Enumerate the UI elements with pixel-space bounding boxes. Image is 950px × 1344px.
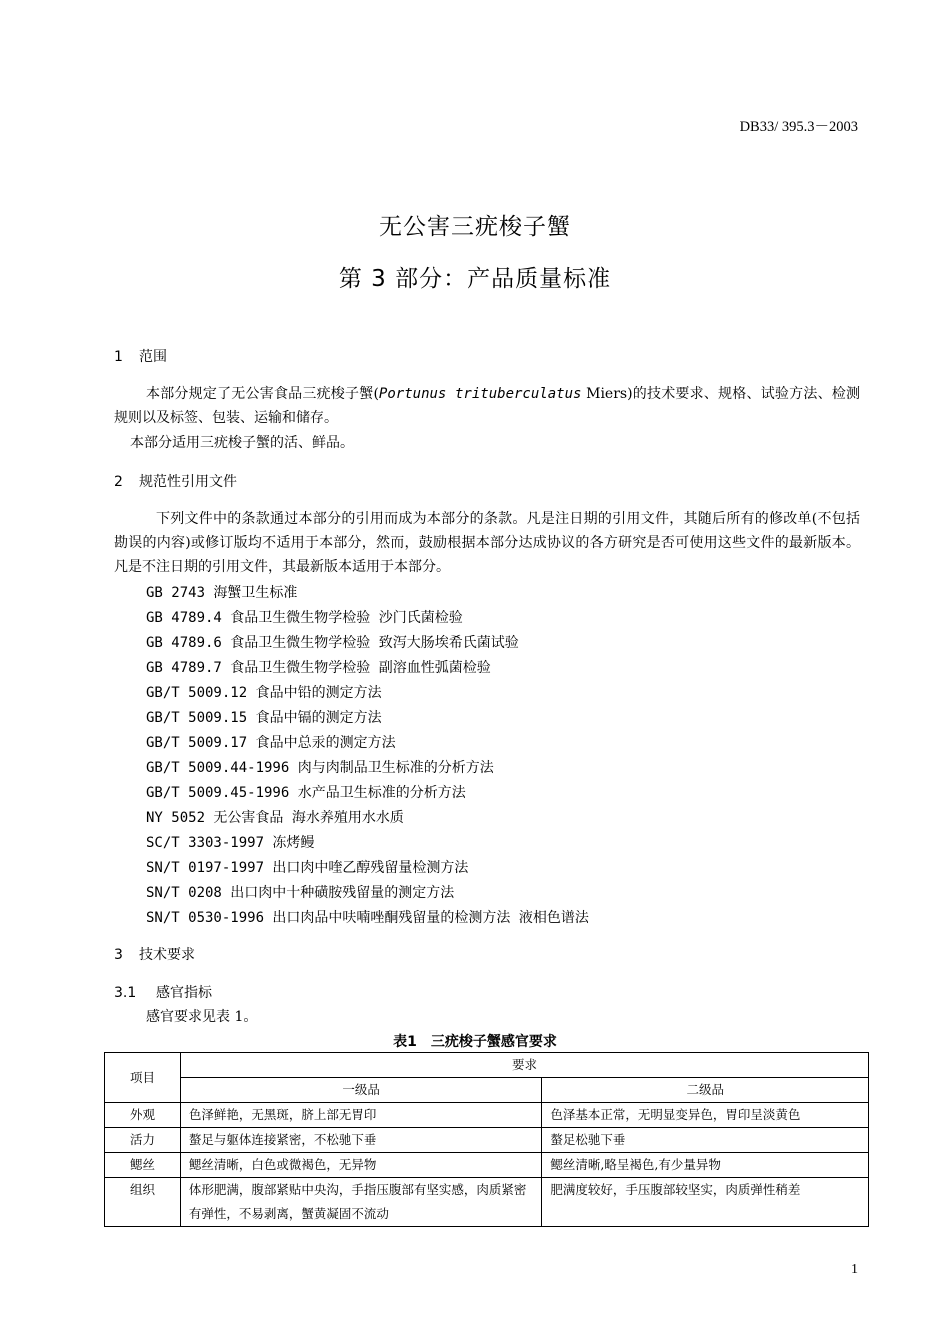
subsection-3-1-heading <box>114 982 212 1002</box>
table-subheader-row <box>105 1078 869 1103</box>
row-grade-1: 螯足与躯体连接紧密，不松驰下垂 <box>180 1128 542 1153</box>
row-grade-2: 肥满度较好，手压腹部较坚实，肉质弹性稍差 <box>542 1178 869 1227</box>
reference-item: SN/T 0530-1996 出口肉品中呋喃唑酮残留量的检测方法 液相色谱法 <box>146 910 589 926</box>
reference-item: GB 4789.6 食品卫生微生物学检验 致泻大肠埃希氏菌试验 <box>146 635 519 651</box>
section-number: 2 <box>114 474 123 490</box>
document-subtitle: 第 3 部分：产品质量标准 <box>338 266 612 292</box>
row-grade-1: 体形肥满，腹部紧贴中央沟，手指压腹部有坚实感，肉质紧密有弹性，不易剥离，蟹黄凝固不流动 <box>180 1178 542 1227</box>
document-number: DB33/ 395.3－2003 <box>739 119 858 135</box>
subsection-number: 3.1 <box>114 985 137 1001</box>
reference-item: GB/T 5009.44-1996 肉与肉制品卫生标准的分析方法 <box>146 760 494 776</box>
reference-item: SC/T 3303-1997 冻烤鳗 <box>146 835 315 851</box>
reference-item: GB/T 5009.17 食品中总汞的测定方法 <box>146 735 396 751</box>
header-grade-1: 一级品 <box>180 1078 542 1103</box>
header-item: 项目 <box>105 1053 181 1103</box>
section-2-paragraph: 下列文件中的条款通过本部分的引用而成为本部分的条款。凡是注日期的引用文件，其随后所有的修改单(不包括勘误的内容)或修订版均不适用于本部分，然而，鼓励根据本部分达成协议的各方研究是否可使用这些文件的最新版本。凡是不注日期的引用文件，其最新版本适用于本部分。 <box>114 511 860 575</box>
row-grade-2: 鳃丝清晰,略呈褐色,有少量异物 <box>542 1153 869 1178</box>
reference-item: SN/T 0208 出口肉中十种磺胺残留量的测定方法 <box>146 885 455 901</box>
reference-item: GB/T 5009.45-1996 水产品卫生标准的分析方法 <box>146 785 466 801</box>
row-item: 组织 <box>105 1178 181 1227</box>
section-title: 技术要求 <box>139 947 195 963</box>
subsection-title: 感官指标 <box>156 985 212 1001</box>
reference-item: GB 2743 海蟹卫生标准 <box>146 585 298 601</box>
sensory-requirements-table <box>104 1052 869 1227</box>
table-header-row <box>105 1053 869 1078</box>
subsection-3-1-text: 感官要求见表 1。 <box>146 1009 258 1025</box>
section-1-paragraph-1: 本部分规定了无公害食品三疣梭子蟹(Portunus trituberculatus Miers)的技术要求、规格、试验方法、检测规则以及标签、包装、运输和储存。 <box>114 386 860 426</box>
row-item: 活力 <box>105 1128 181 1153</box>
row-grade-2: 螯足松驰下垂 <box>542 1128 869 1153</box>
row-item: 鳃丝 <box>105 1153 181 1178</box>
row-grade-1: 鳃丝清晰，白色或微褐色，无异物 <box>180 1153 542 1178</box>
section-1-heading <box>114 346 167 366</box>
latin-species-name: Portunus trituberculatus <box>378 386 582 402</box>
table-row <box>105 1178 869 1227</box>
section-2-heading <box>114 471 237 491</box>
section-title: 范围 <box>139 349 167 365</box>
section-1-paragraph-2: 本部分适用三疣梭子蟹的活、鲜品。 <box>130 435 354 451</box>
header-requirements: 要求 <box>180 1053 868 1078</box>
reference-item: GB/T 5009.15 食品中镉的测定方法 <box>146 710 382 726</box>
reference-item: GB 4789.4 食品卫生微生物学检验 沙门氏菌检验 <box>146 610 463 626</box>
reference-item: SN/T 0197-1997 出口肉中喹乙醇残留量检测方法 <box>146 860 469 876</box>
section-number: 1 <box>114 349 123 365</box>
header-grade-2: 二级品 <box>542 1078 869 1103</box>
reference-item: GB 4789.7 食品卫生微生物学检验 副溶血性弧菌检验 <box>146 660 491 676</box>
reference-item: NY 5052 无公害食品 海水养殖用水水质 <box>146 810 404 826</box>
section-3-heading <box>114 944 195 964</box>
page-number: 1 <box>851 1262 858 1277</box>
table-row <box>105 1128 869 1153</box>
table-row <box>105 1103 869 1128</box>
section-number: 3 <box>114 947 123 963</box>
reference-item: GB/T 5009.12 食品中铅的测定方法 <box>146 685 382 701</box>
row-grade-1: 色泽鲜艳，无黑斑，脐上部无胃印 <box>180 1103 542 1128</box>
document-title: 无公害三疣梭子蟹 <box>379 214 571 240</box>
table-caption: 表1 三疣梭子蟹感官要求 <box>393 1034 557 1050</box>
section-title: 规范性引用文件 <box>139 474 237 490</box>
row-item: 外观 <box>105 1103 181 1128</box>
table-row <box>105 1153 869 1178</box>
row-grade-2: 色泽基本正常，无明显变异色，胃印呈淡黄色 <box>542 1103 869 1128</box>
